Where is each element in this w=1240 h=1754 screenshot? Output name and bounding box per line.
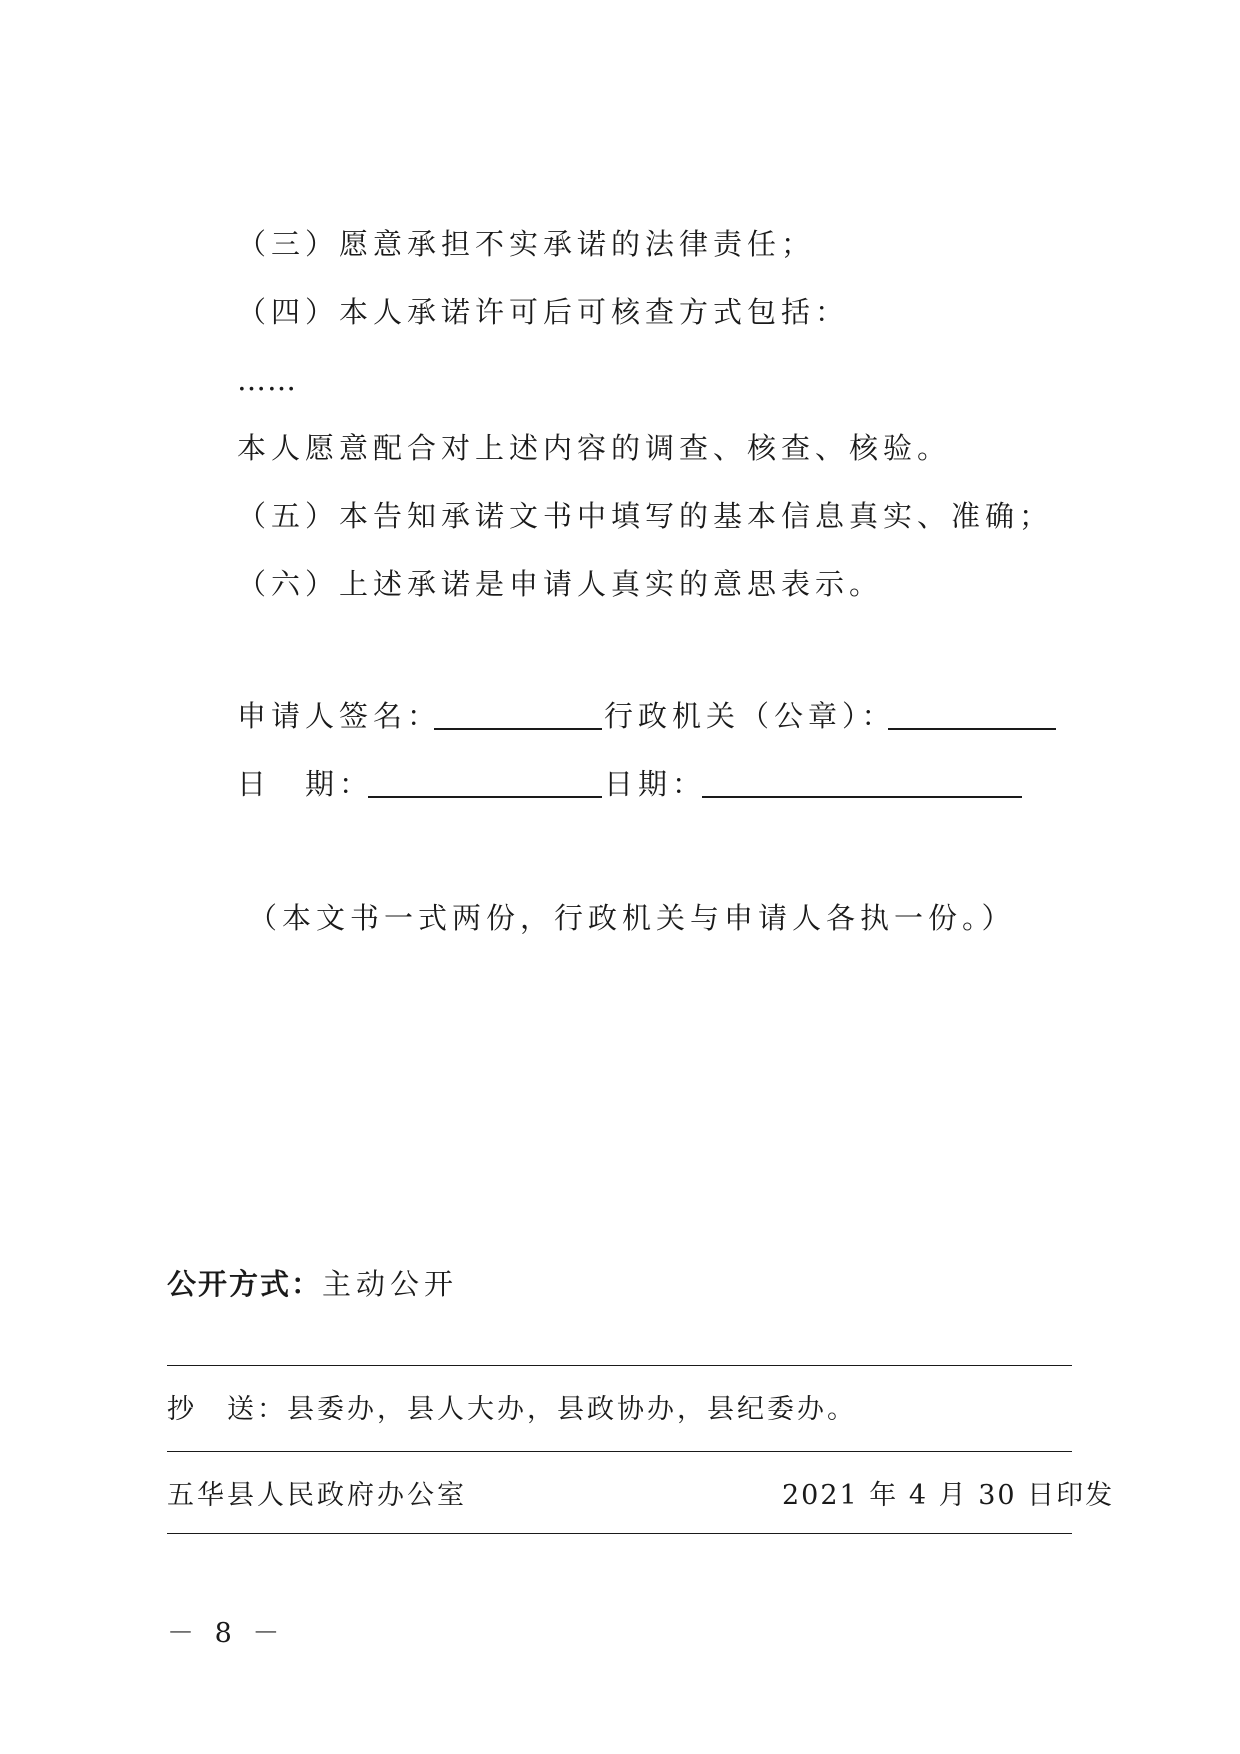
applicant-signature-blank[interactable] [434, 728, 602, 730]
agency-date-blank[interactable] [702, 796, 1022, 798]
agency-seal-label: 行政机关（公章）： [604, 699, 896, 733]
disclosure-value: 主动公开 [322, 1267, 459, 1301]
applicant-date-blank[interactable] [368, 796, 602, 798]
disclosure-line [167, 1264, 458, 1304]
item-6: （六）上述承诺是申请人真实的意思表示。 [237, 567, 884, 601]
bottom-rule [167, 1533, 1072, 1534]
ellipsis: …… [237, 363, 297, 397]
copies-note: （本文书一式两份，行政机关与申请人各执一份。） [248, 901, 1016, 935]
applicant-date-label: 日 期： [237, 767, 374, 801]
cc-line: 抄 送：县委办，县人大办，县政协办，县纪委办。 [167, 1394, 857, 1425]
issue-date: 2021 年 4 月 30 日印发 [782, 1480, 1115, 1511]
agency-date-label: 日期： [604, 767, 707, 801]
middle-rule [167, 1451, 1072, 1452]
item-5: （五）本告知承诺文书中填写的基本信息真实、准确； [237, 499, 1054, 533]
item-4: （四）本人承诺许可后可核查方式包括： [237, 295, 850, 329]
cooperate-statement: 本人愿意配合对上述内容的调查、核查、核验。 [237, 431, 952, 465]
disclosure-label: 公开方式： [167, 1267, 323, 1301]
agency-seal-blank[interactable] [888, 728, 1056, 730]
issuer: 五华县人民政府办公室 [167, 1480, 467, 1511]
page-number: － 8 － [167, 1618, 286, 1649]
item-3: （三）愿意承担不实承诺的法律责任； [237, 227, 816, 261]
top-rule [167, 1365, 1072, 1366]
applicant-signature-label: 申请人签名： [237, 699, 442, 733]
